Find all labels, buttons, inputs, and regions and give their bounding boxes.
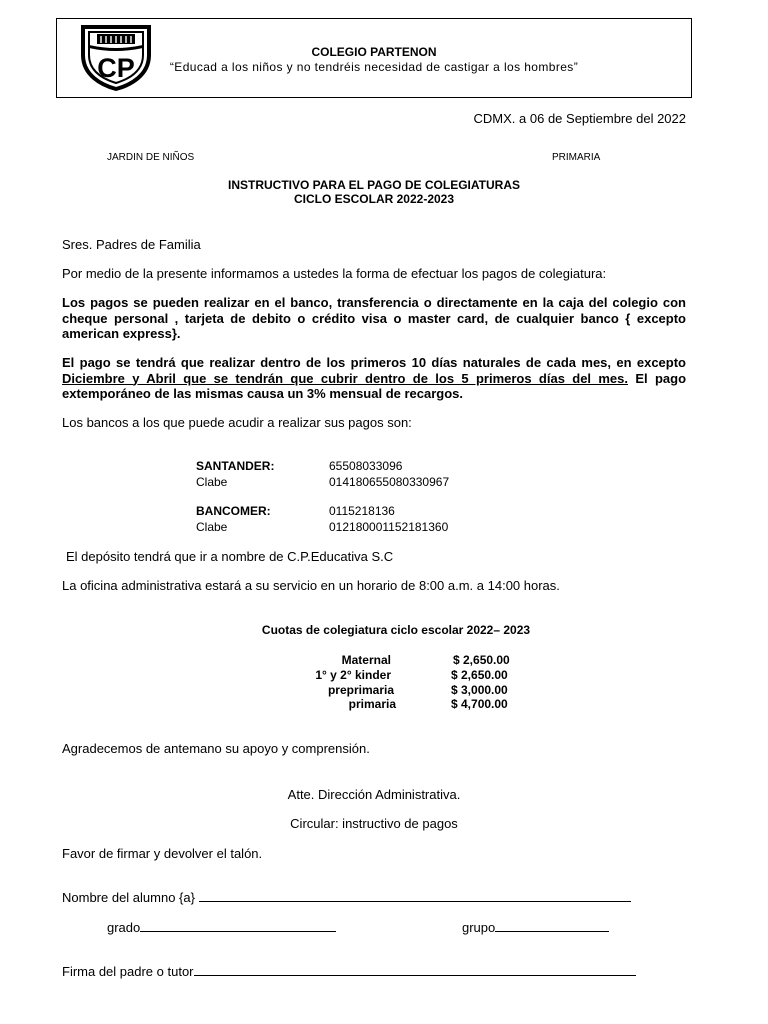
- grade-field[interactable]: [107, 920, 336, 935]
- fees-title: Cuotas de colegiatura ciclo escolar 2022– 2023: [261, 623, 531, 637]
- fee-amount: $ 2,650.00: [453, 653, 510, 667]
- group-label: grupo: [462, 920, 496, 935]
- clabe-number: 012180001152181360: [329, 520, 449, 534]
- fee-amount: $ 3,000.00: [451, 683, 508, 697]
- deadline-underlined: Diciembre y Abril que se tendrán que cubrir dentro de los 5 primeros días del mes.: [62, 370, 629, 386]
- parent-signature-label: Firma del padre o tutor: [62, 964, 194, 979]
- payment-methods-paragraph: Los pagos se pueden realizar en el banco, transferencia o directamente en la caja del colegio con cheque personal , tarjeta de debito o crédito visa o master card, de cualquier banco { excepto american express}.: [62, 295, 686, 341]
- bank-name: SANTANDER:: [196, 459, 275, 473]
- date-line: CDMX. a 06 de Septiembre del 2022: [473, 111, 686, 126]
- salutation: Sres. Padres de Familia: [62, 237, 201, 252]
- header-box: [56, 18, 692, 98]
- level-primaria: PRIMARIA: [552, 152, 601, 163]
- group-blank[interactable]: [495, 920, 609, 932]
- clabe-number: 014180655080330967: [329, 475, 450, 489]
- student-name-label: Nombre del alumno {a}: [62, 890, 195, 905]
- clabe-label: Clabe: [196, 520, 228, 534]
- clabe-label: Clabe: [196, 475, 228, 489]
- bank-name: BANCOMER:: [196, 504, 271, 518]
- signature-line: Atte. Dirección Administrativa.: [287, 787, 461, 802]
- student-name-field[interactable]: [62, 890, 631, 905]
- fee-amount: $ 4,700.00: [451, 697, 508, 711]
- svg-text:CP: CP: [97, 53, 135, 83]
- grade-blank[interactable]: [140, 920, 336, 932]
- thanks-line: Agradecemos de antemano su apoyo y comprensión.: [62, 741, 370, 756]
- school-motto: “Educad a los niños y no tendréis necesidad de castigar a los hombres”: [169, 60, 579, 74]
- banks-intro: Los bancos a los que puede acudir a realizar sus pagos son:: [62, 415, 412, 430]
- grade-label: grado: [107, 920, 141, 935]
- bank-account: 0115218136: [329, 504, 395, 518]
- fee-level: 1° y 2° kinder: [315, 668, 391, 682]
- fee-level: primaria: [348, 697, 396, 711]
- deadline-text: El pago se tendrá que realizar dentro de los primeros 10 días naturales de cada mes, en excepto: [62, 355, 686, 370]
- deadline-paragraph: [62, 355, 686, 402]
- late-fee-text: El pago extemporáneo de las mismas causa un 3% mensual de recargos.: [62, 370, 687, 401]
- bank-account: 65508033096: [329, 459, 403, 473]
- group-field[interactable]: [462, 920, 609, 935]
- document-subtitle: CICLO ESCOLAR 2022-2023: [293, 192, 455, 206]
- school-name: COLEGIO PARTENON: [311, 45, 437, 59]
- fee-level: Maternal: [341, 653, 391, 667]
- sign-request: Favor de firmar y devolver el talón.: [62, 846, 263, 861]
- fee-level: preprimaria: [327, 683, 394, 697]
- fee-amount: $ 2,650.00: [451, 668, 508, 682]
- office-hours: La oficina administrativa estará a su servicio en un horario de 8:00 a.m. a 14:00 horas.: [62, 578, 560, 593]
- deposit-note: El depósito tendrá que ir a nombre de C.P.Educativa S.C: [66, 549, 394, 564]
- document-title: INSTRUCTIVO PARA EL PAGO DE COLEGIATURAS: [227, 178, 520, 192]
- circular-line: Circular: instructivo de pagos: [290, 816, 458, 831]
- intro-paragraph: Por medio de la presente informamos a ustedes la forma de efectuar los pagos de colegiatura:: [62, 266, 607, 281]
- parent-signature-blank[interactable]: [194, 964, 636, 976]
- level-kinder: JARDIN DE NIÑOS: [107, 152, 195, 163]
- parent-signature-field[interactable]: [62, 964, 636, 979]
- student-name-blank[interactable]: [199, 890, 631, 902]
